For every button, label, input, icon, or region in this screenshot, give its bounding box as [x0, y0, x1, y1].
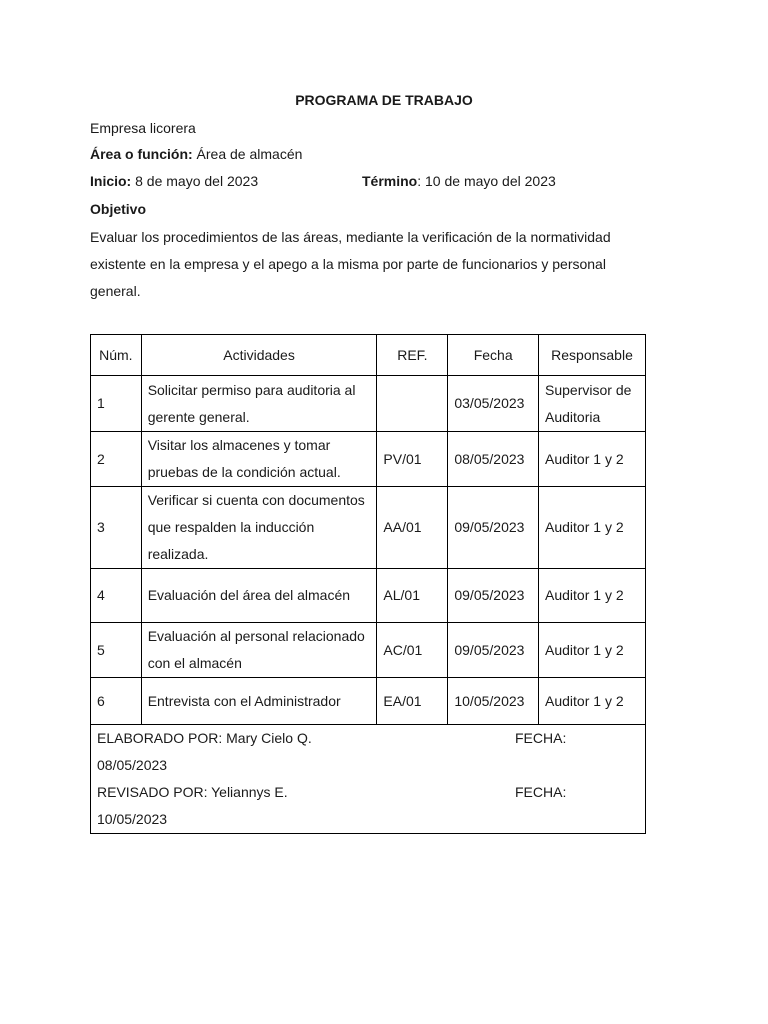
header-fecha: Fecha: [448, 335, 539, 376]
cell-activity: Evaluación del área del almacén: [141, 569, 377, 623]
table-footer-row: [91, 725, 646, 834]
table-row: [91, 432, 646, 487]
termino-line: [362, 173, 556, 189]
cell-ref: AC/01: [377, 623, 448, 678]
cell-fecha: 09/05/2023: [448, 487, 539, 569]
cell-num: 6: [91, 678, 142, 725]
cell-num: 5: [91, 623, 142, 678]
header-responsable: Responsable: [539, 335, 646, 376]
cell-num: 1: [91, 376, 142, 432]
cell-fecha: 10/05/2023: [448, 678, 539, 725]
area-value: Área de almacén: [192, 146, 303, 162]
elaborado-date: 08/05/2023: [97, 757, 168, 773]
elaborado-fecha-label: FECHA:: [515, 730, 567, 746]
cell-responsable: Supervisor de Auditoria: [539, 376, 646, 432]
revisado-fecha-label: FECHA:: [515, 784, 567, 800]
elaborado-row: [97, 725, 639, 752]
cell-fecha: 09/05/2023: [448, 569, 539, 623]
inicio-label: Inicio:: [90, 173, 132, 189]
table-header-row: [91, 335, 646, 376]
objective-heading: Objetivo: [90, 201, 147, 217]
table-row: [91, 569, 646, 623]
cell-fecha: 08/05/2023: [448, 432, 539, 487]
work-program-table: [90, 334, 646, 834]
cell-num: 2: [91, 432, 142, 487]
header-num: Núm.: [91, 335, 142, 376]
cell-responsable: Auditor 1 y 2: [539, 678, 646, 725]
cell-activity: Solicitar permiso para auditoria al gerente general.: [141, 376, 377, 432]
table-row: [91, 487, 646, 569]
elaborado-por: ELABORADO POR: Mary Cielo Q.: [97, 730, 312, 746]
revisado-por: REVISADO POR: Yeliannys E.: [97, 784, 288, 800]
table-row: [91, 376, 646, 432]
inicio-line: [90, 173, 258, 189]
signatures-cell: [91, 725, 646, 834]
cell-fecha: 09/05/2023: [448, 623, 539, 678]
cell-activity: Visitar los almacenes y tomar pruebas de la condición actual.: [141, 432, 377, 487]
inicio-value: 8 de mayo del 2023: [131, 173, 259, 189]
objective-text: Evaluar los procedimientos de las áreas, mediante la verificación de la normatividad existente en la empresa y el apego a la misma por parte de funcionarios y personal general.: [90, 229, 611, 299]
cell-num: 3: [91, 487, 142, 569]
header-activities: Actividades: [141, 335, 377, 376]
area-line: [90, 146, 302, 162]
cell-responsable: Auditor 1 y 2: [539, 623, 646, 678]
cell-ref: AA/01: [377, 487, 448, 569]
cell-activity: Entrevista con el Administrador: [141, 678, 377, 725]
cell-num: 4: [91, 569, 142, 623]
cell-responsable: Auditor 1 y 2: [539, 432, 646, 487]
termino-value: : 10 de mayo del 2023: [417, 173, 556, 189]
cell-activity: Evaluación al personal relacionado con el almacén: [141, 623, 377, 678]
cell-ref: PV/01: [377, 432, 448, 487]
termino-label: Término: [362, 173, 418, 189]
cell-ref: EA/01: [377, 678, 448, 725]
table-row: [91, 623, 646, 678]
company-name: Empresa licorera: [90, 120, 196, 136]
header-ref: REF.: [377, 335, 448, 376]
revisado-date: 10/05/2023: [97, 811, 168, 827]
cell-fecha: 03/05/2023: [448, 376, 539, 432]
table-row: [91, 678, 646, 725]
document-title: PROGRAMA DE TRABAJO: [295, 92, 473, 108]
cell-ref: [377, 376, 448, 432]
cell-responsable: Auditor 1 y 2: [539, 487, 646, 569]
cell-ref: AL/01: [377, 569, 448, 623]
revisado-row: [97, 779, 639, 806]
cell-responsable: Auditor 1 y 2: [539, 569, 646, 623]
area-label: Área o función:: [90, 146, 193, 162]
cell-activity: Verificar si cuenta con documentos que respalden la inducción realizada.: [141, 487, 377, 569]
